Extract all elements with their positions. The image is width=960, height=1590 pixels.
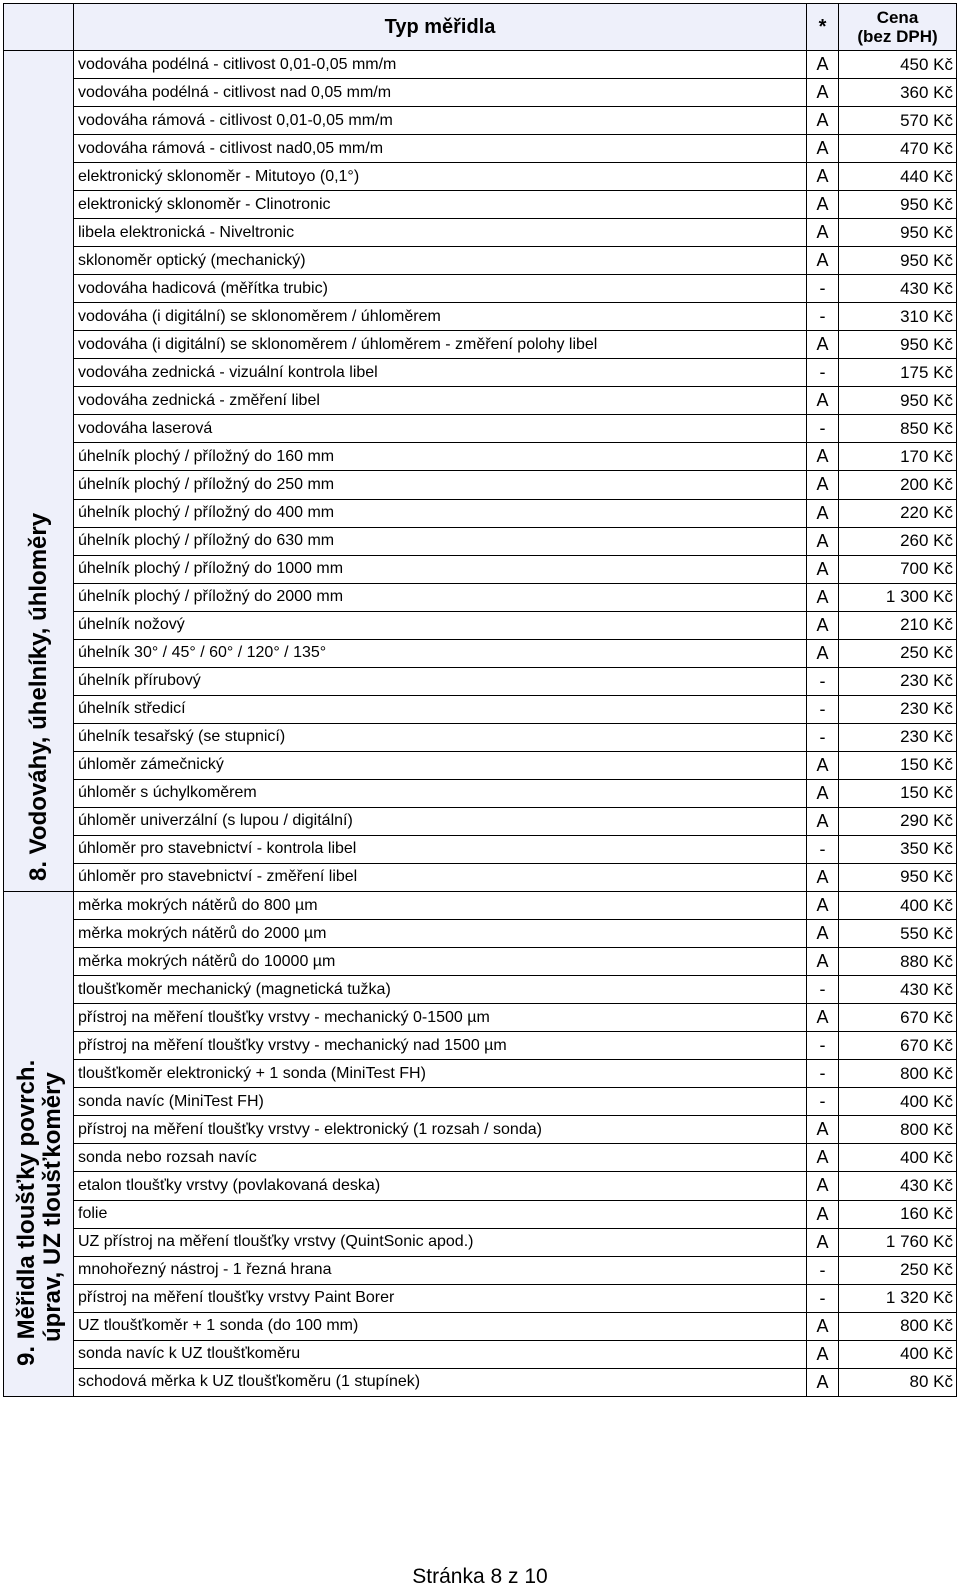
item-class: - — [807, 359, 839, 387]
item-price: 290 Kč — [839, 807, 957, 835]
item-class: A — [807, 948, 839, 976]
item-name: UZ přístroj na měření tloušťky vrstvy (QuintSonic apod.) — [74, 1228, 807, 1256]
item-name: UZ tloušťkoměr + 1 sonda (do 100 mm) — [74, 1312, 807, 1340]
item-name: vodováha podélná - citlivost 0,01-0,05 mm/m — [74, 51, 807, 79]
item-price: 250 Kč — [839, 1256, 957, 1284]
item-price: 800 Kč — [839, 1312, 957, 1340]
item-price: 200 Kč — [839, 471, 957, 499]
item-price: 950 Kč — [839, 331, 957, 359]
table-row — [4, 1284, 957, 1312]
item-name: vodováha zednická - změření libel — [74, 387, 807, 415]
item-class: - — [807, 1256, 839, 1284]
table-row — [4, 779, 957, 807]
item-price: 230 Kč — [839, 695, 957, 723]
item-price: 80 Kč — [839, 1368, 957, 1396]
item-class: A — [807, 1200, 839, 1228]
item-class: - — [807, 1284, 839, 1312]
item-name: přístroj na měření tloušťky vrstvy - mechanický nad 1500 µm — [74, 1032, 807, 1060]
item-class: A — [807, 555, 839, 583]
item-name: úhloměr univerzální (s lupou / digitální) — [74, 807, 807, 835]
item-class: A — [807, 191, 839, 219]
item-class: A — [807, 892, 839, 920]
item-name: úhloměr pro stavebnictví - kontrola libel — [74, 835, 807, 863]
item-name: vodováha (i digitální) se sklonoměrem / úhloměrem - změření polohy libel — [74, 331, 807, 359]
item-price: 400 Kč — [839, 1088, 957, 1116]
item-name: úhelník středicí — [74, 695, 807, 723]
item-price: 430 Kč — [839, 1172, 957, 1200]
table-row — [4, 527, 957, 555]
item-price: 350 Kč — [839, 835, 957, 863]
item-name: úhelník plochý / příložný do 2000 mm — [74, 583, 807, 611]
item-price: 1 320 Kč — [839, 1284, 957, 1312]
item-name: elektronický sklonoměr - Clinotronic — [74, 191, 807, 219]
item-class: A — [807, 1172, 839, 1200]
item-name: vodováha (i digitální) se sklonoměrem / úhloměrem — [74, 303, 807, 331]
item-class: A — [807, 1228, 839, 1256]
item-class: A — [807, 247, 839, 275]
item-name: měrka mokrých nátěrů do 2000 µm — [74, 920, 807, 948]
item-price: 400 Kč — [839, 1340, 957, 1368]
item-class: A — [807, 219, 839, 247]
table-row — [4, 807, 957, 835]
item-name: sonda navíc k UZ tloušťkoměru — [74, 1340, 807, 1368]
section-label-cell — [4, 51, 74, 892]
item-price: 670 Kč — [839, 1032, 957, 1060]
item-name: vodováha laserová — [74, 415, 807, 443]
section-title-line: 8. Vodováhy, úhelníky, úhloměry — [25, 512, 52, 881]
table-row — [4, 1032, 957, 1060]
item-name: úhelník plochý / příložný do 1000 mm — [74, 555, 807, 583]
item-class: A — [807, 471, 839, 499]
item-class: - — [807, 1060, 839, 1088]
table-row — [4, 1116, 957, 1144]
item-class: A — [807, 1312, 839, 1340]
section-title — [26, 513, 52, 881]
table-row — [4, 107, 957, 135]
header-price-line2: (bez DPH) — [857, 27, 938, 46]
item-price: 1 300 Kč — [839, 583, 957, 611]
item-class: A — [807, 387, 839, 415]
item-class: A — [807, 639, 839, 667]
item-class: A — [807, 611, 839, 639]
table-row — [4, 471, 957, 499]
item-class: - — [807, 1032, 839, 1060]
table-row — [4, 976, 957, 1004]
item-name: tloušťkoměr elektronický + 1 sonda (MiniTest FH) — [74, 1060, 807, 1088]
item-name: libela elektronická - Niveltronic — [74, 219, 807, 247]
item-price: 440 Kč — [839, 163, 957, 191]
item-class: - — [807, 723, 839, 751]
table-row — [4, 1256, 957, 1284]
item-price: 950 Kč — [839, 863, 957, 891]
item-class: A — [807, 443, 839, 471]
item-name: úhelník plochý / příložný do 400 mm — [74, 499, 807, 527]
price-list-sheet — [3, 3, 956, 1397]
item-class: A — [807, 331, 839, 359]
table-row — [4, 135, 957, 163]
item-price: 310 Kč — [839, 303, 957, 331]
section-title — [14, 1060, 66, 1366]
item-price: 430 Kč — [839, 976, 957, 1004]
item-class: A — [807, 1116, 839, 1144]
item-price: 250 Kč — [839, 639, 957, 667]
table-row — [4, 1060, 957, 1088]
item-name: přístroj na měření tloušťky vrstvy - mechanický 0-1500 µm — [74, 1004, 807, 1032]
item-price: 470 Kč — [839, 135, 957, 163]
page-footer: Stránka 8 z 10 — [412, 1565, 548, 1588]
header-price — [839, 4, 957, 51]
table-row — [4, 331, 957, 359]
item-name: vodováha rámová - citlivost 0,01-0,05 mm/m — [74, 107, 807, 135]
table-row — [4, 863, 957, 891]
item-class: A — [807, 499, 839, 527]
item-class: - — [807, 976, 839, 1004]
item-price: 360 Kč — [839, 79, 957, 107]
table-row — [4, 499, 957, 527]
table-row — [4, 191, 957, 219]
header-type: Typ měřidla — [74, 4, 807, 51]
item-price: 210 Kč — [839, 611, 957, 639]
item-price: 1 760 Kč — [839, 1228, 957, 1256]
item-price: 230 Kč — [839, 667, 957, 695]
table-row — [4, 583, 957, 611]
item-name: úhelník nožový — [74, 611, 807, 639]
item-class: A — [807, 1368, 839, 1396]
table-row — [4, 835, 957, 863]
item-name: úhelník přírubový — [74, 667, 807, 695]
item-price: 160 Kč — [839, 1200, 957, 1228]
table-row — [4, 303, 957, 331]
item-class: A — [807, 807, 839, 835]
item-name: elektronický sklonoměr - Mitutoyo (0,1°) — [74, 163, 807, 191]
item-price: 880 Kč — [839, 948, 957, 976]
item-name: vodováha hadicová (měřítka trubic) — [74, 275, 807, 303]
table-row — [4, 667, 957, 695]
item-name: schodová měrka k UZ tloušťkoměru (1 stupínek) — [74, 1368, 807, 1396]
item-name: sklonoměr optický (mechanický) — [74, 247, 807, 275]
table-row — [4, 275, 957, 303]
item-class: A — [807, 1004, 839, 1032]
table-row — [4, 1228, 957, 1256]
item-price: 220 Kč — [839, 499, 957, 527]
section-title-line: úprav, UZ tloušťkoměry — [39, 1072, 66, 1342]
item-name: sonda navíc (MiniTest FH) — [74, 1088, 807, 1116]
table-row — [4, 359, 957, 387]
table-row — [4, 723, 957, 751]
item-class: - — [807, 695, 839, 723]
header-class: * — [807, 4, 839, 51]
item-price: 230 Kč — [839, 723, 957, 751]
item-name: úhelník plochý / příložný do 630 mm — [74, 527, 807, 555]
item-class: A — [807, 1144, 839, 1172]
item-price: 450 Kč — [839, 51, 957, 79]
item-class: A — [807, 863, 839, 891]
section-label-cell — [4, 892, 74, 1397]
item-price: 570 Kč — [839, 107, 957, 135]
table-row — [4, 1172, 957, 1200]
header-price-line1: Cena — [876, 8, 919, 27]
table-row — [4, 1340, 957, 1368]
table-row — [4, 1200, 957, 1228]
table-row — [4, 415, 957, 443]
item-name: úhelník 30° / 45° / 60° / 120° / 135° — [74, 639, 807, 667]
table-row — [4, 219, 957, 247]
item-price: 170 Kč — [839, 443, 957, 471]
item-class: A — [807, 779, 839, 807]
item-name: měrka mokrých nátěrů do 10000 µm — [74, 948, 807, 976]
item-price: 150 Kč — [839, 751, 957, 779]
item-price: 175 Kč — [839, 359, 957, 387]
item-name: vodováha rámová - citlivost nad0,05 mm/m — [74, 135, 807, 163]
item-class: - — [807, 415, 839, 443]
item-price: 400 Kč — [839, 892, 957, 920]
item-price: 950 Kč — [839, 219, 957, 247]
item-class: - — [807, 303, 839, 331]
item-name: folie — [74, 1200, 807, 1228]
item-class: A — [807, 583, 839, 611]
table-row — [4, 247, 957, 275]
price-table — [3, 3, 957, 1397]
item-class: A — [807, 107, 839, 135]
item-class: A — [807, 1340, 839, 1368]
table-row — [4, 920, 957, 948]
item-class: A — [807, 51, 839, 79]
item-price: 670 Kč — [839, 1004, 957, 1032]
table-row — [4, 387, 957, 415]
table-header-row — [4, 4, 957, 51]
header-section-cell — [4, 4, 74, 51]
item-price: 400 Kč — [839, 1144, 957, 1172]
table-row — [4, 639, 957, 667]
item-class: A — [807, 163, 839, 191]
item-name: etalon tloušťky vrstvy (povlakovaná deska) — [74, 1172, 807, 1200]
item-price: 150 Kč — [839, 779, 957, 807]
table-row — [4, 751, 957, 779]
table-row — [4, 695, 957, 723]
item-name: úhloměr pro stavebnictví - změření libel — [74, 863, 807, 891]
table-row — [4, 1368, 957, 1396]
item-name: tloušťkoměr mechanický (magnetická tužka) — [74, 976, 807, 1004]
item-name: přístroj na měření tloušťky vrstvy - elektronický (1 rozsah / sonda) — [74, 1116, 807, 1144]
item-price: 950 Kč — [839, 191, 957, 219]
table-row — [4, 1312, 957, 1340]
table-row — [4, 948, 957, 976]
item-class: A — [807, 79, 839, 107]
item-price: 550 Kč — [839, 920, 957, 948]
item-class: - — [807, 275, 839, 303]
table-row — [4, 555, 957, 583]
item-name: přístroj na měření tloušťky vrstvy Paint Borer — [74, 1284, 807, 1312]
item-name: úhelník tesařský (se stupnicí) — [74, 723, 807, 751]
item-name: úhelník plochý / příložný do 160 mm — [74, 443, 807, 471]
item-name: úhloměr s úchylkoměrem — [74, 779, 807, 807]
table-row — [4, 1004, 957, 1032]
table-row — [4, 163, 957, 191]
item-name: úhelník plochý / příložný do 250 mm — [74, 471, 807, 499]
table-row — [4, 892, 957, 920]
item-price: 800 Kč — [839, 1060, 957, 1088]
table-row — [4, 51, 957, 79]
item-name: měrka mokrých nátěrů do 800 µm — [74, 892, 807, 920]
item-class: A — [807, 135, 839, 163]
item-name: vodováha podélná - citlivost nad 0,05 mm/m — [74, 79, 807, 107]
table-row — [4, 1144, 957, 1172]
item-price: 950 Kč — [839, 247, 957, 275]
item-name: vodováha zednická - vizuální kontrola libel — [74, 359, 807, 387]
item-price: 950 Kč — [839, 387, 957, 415]
item-name: sonda nebo rozsah navíc — [74, 1144, 807, 1172]
item-price: 800 Kč — [839, 1116, 957, 1144]
item-name: úhloměr zámečnický — [74, 751, 807, 779]
item-price: 260 Kč — [839, 527, 957, 555]
table-row — [4, 1088, 957, 1116]
item-class: - — [807, 667, 839, 695]
section-title-line: 9. Měřidla tloušťky povrch. — [13, 1059, 40, 1366]
item-class: - — [807, 835, 839, 863]
item-price: 430 Kč — [839, 275, 957, 303]
item-price: 700 Kč — [839, 555, 957, 583]
table-row — [4, 79, 957, 107]
table-row — [4, 611, 957, 639]
item-class: A — [807, 751, 839, 779]
item-price: 850 Kč — [839, 415, 957, 443]
item-class: A — [807, 920, 839, 948]
item-class: - — [807, 1088, 839, 1116]
item-name: mnohořezný nástroj - 1 řezná hrana — [74, 1256, 807, 1284]
table-body — [4, 51, 957, 1397]
item-class: A — [807, 527, 839, 555]
table-row — [4, 443, 957, 471]
